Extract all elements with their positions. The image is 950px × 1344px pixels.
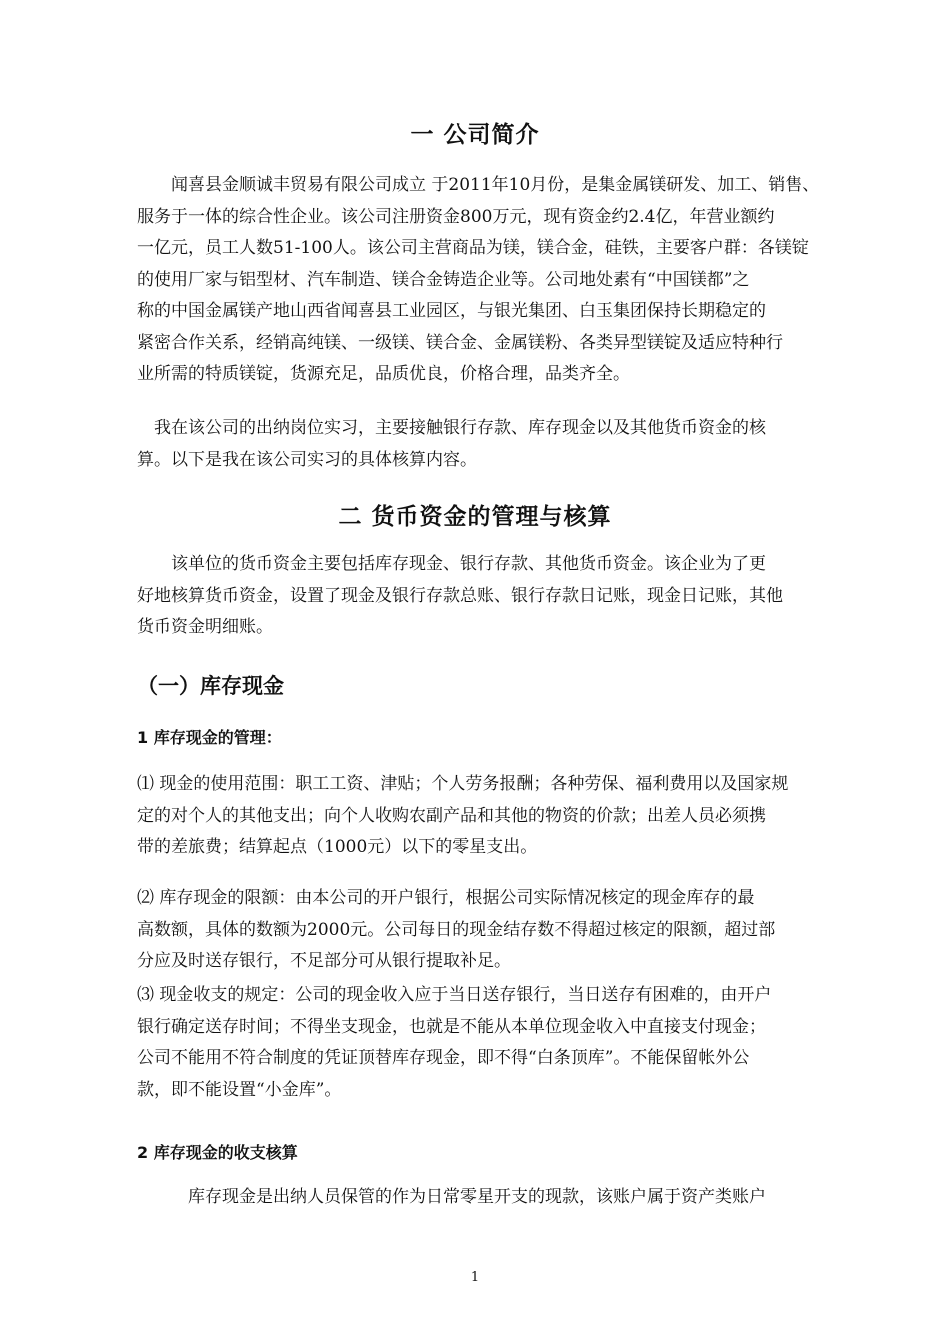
- text-line: 好地核算货币资金，设置了现金及银行存款总账、银行存款日记账，现金日记账，其他: [137, 585, 783, 606]
- text-line: ⑵ 库存现金的限额：由本公司的开户银行，根据公司实际情况核定的现金库存的最: [137, 888, 755, 908]
- page-number: 1: [470, 1270, 480, 1285]
- text-line: 高数额，具体的数额为2000元。公司每日的现金结存数不得超过核定的限额，超过部: [137, 919, 776, 940]
- text-line: 带的差旅费；结算起点（1000元）以下的零星支出。: [137, 837, 538, 857]
- text-line: 分应及时送存银行，不足部分可从银行提取补足。: [137, 951, 511, 971]
- text-line: 库存现金是出纳人员保管的作为日常零星开支的现款，该账户属于资产类账户: [137, 1187, 766, 1207]
- text-line: 业所需的特质镁锭，货源充足，品质优良，价格合理，品类齐全。: [137, 364, 630, 384]
- text-line: ⑴ 现金的使用范围：职工工资、津贴；个人劳务报酬；各种劳保、福利费用以及国家规: [137, 774, 789, 794]
- text-line: 银行确定送存时间；不得坐支现金，也就是不能从本单位现金收入中直接支付现金；: [137, 1016, 766, 1037]
- subheading-cash-accounting: 2 库存现金的收支核算: [137, 1143, 298, 1162]
- section1-para1: [137, 170, 837, 391]
- text-line: 的使用厂家与铝型材、汽车制造、镁合金铸造企业等。公司地处素有“中国镁都”之: [137, 269, 750, 290]
- text-line: 该单位的货币资金主要包括库存现金、银行存款、其他货币资金。该企业为了更: [137, 554, 766, 574]
- subsection-title: （一）库存现金: [137, 674, 284, 698]
- section1-title: 一 公司简介: [410, 122, 540, 148]
- item-1: [137, 769, 837, 864]
- text-line: ⑶ 现金收支的规定：公司的现金收入应于当日送存银行，当日送存有困难的，由开户: [137, 985, 772, 1005]
- item-2: [137, 883, 837, 978]
- section2-title: 二 货币资金的管理与核算: [338, 504, 612, 530]
- item-3: [137, 980, 837, 1106]
- text-line: 公司不能用不符合制度的凭证顶替库存现金，即不得“白条顶库”。不能保留帐外公: [137, 1048, 750, 1068]
- text-line: 算。以下是我在该公司实习的具体核算内容。: [137, 449, 477, 470]
- text-line: 称的中国金属镁产地山西省闻喜县工业园区，与银光集团、白玉集团保持长期稳定的: [137, 301, 766, 321]
- text-line: 款，即不能设置“小金库”。: [137, 1079, 342, 1100]
- text-line: 一亿元，员工人数51-100人。该公司主营商品为镁，镁合金，硅铁，主要客户群：各镁锭: [137, 238, 809, 258]
- text-line: 我在该公司的出纳岗位实习，主要接触银行存款、库存现金以及其他货币资金的核: [137, 418, 766, 438]
- text-line: 货币资金明细账。: [137, 617, 273, 637]
- last-paragraph: [137, 1182, 837, 1214]
- section1-para2: [137, 413, 837, 476]
- subheading-cash-management: 1 库存现金的管理：: [137, 728, 282, 747]
- text-line: 紧密合作关系，经销高纯镁、一级镁、镁合金、金属镁粉、各类异型镁锭及适应特种行: [137, 332, 783, 353]
- text-line: 定的对个人的其他支出；向个人收购农副产品和其他的物资的价款；出差人员必须携: [137, 805, 766, 826]
- text-line: 闻喜县金顺诚丰贸易有限公司成立 于2011年10月份，是集金属镁研发、加工、销售、: [137, 175, 820, 195]
- section2-para1: [137, 549, 837, 644]
- text-line: 服务于一体的综合性企业。该公司注册资金800万元，现有资金约2.4亿，年营业额约: [137, 206, 775, 227]
